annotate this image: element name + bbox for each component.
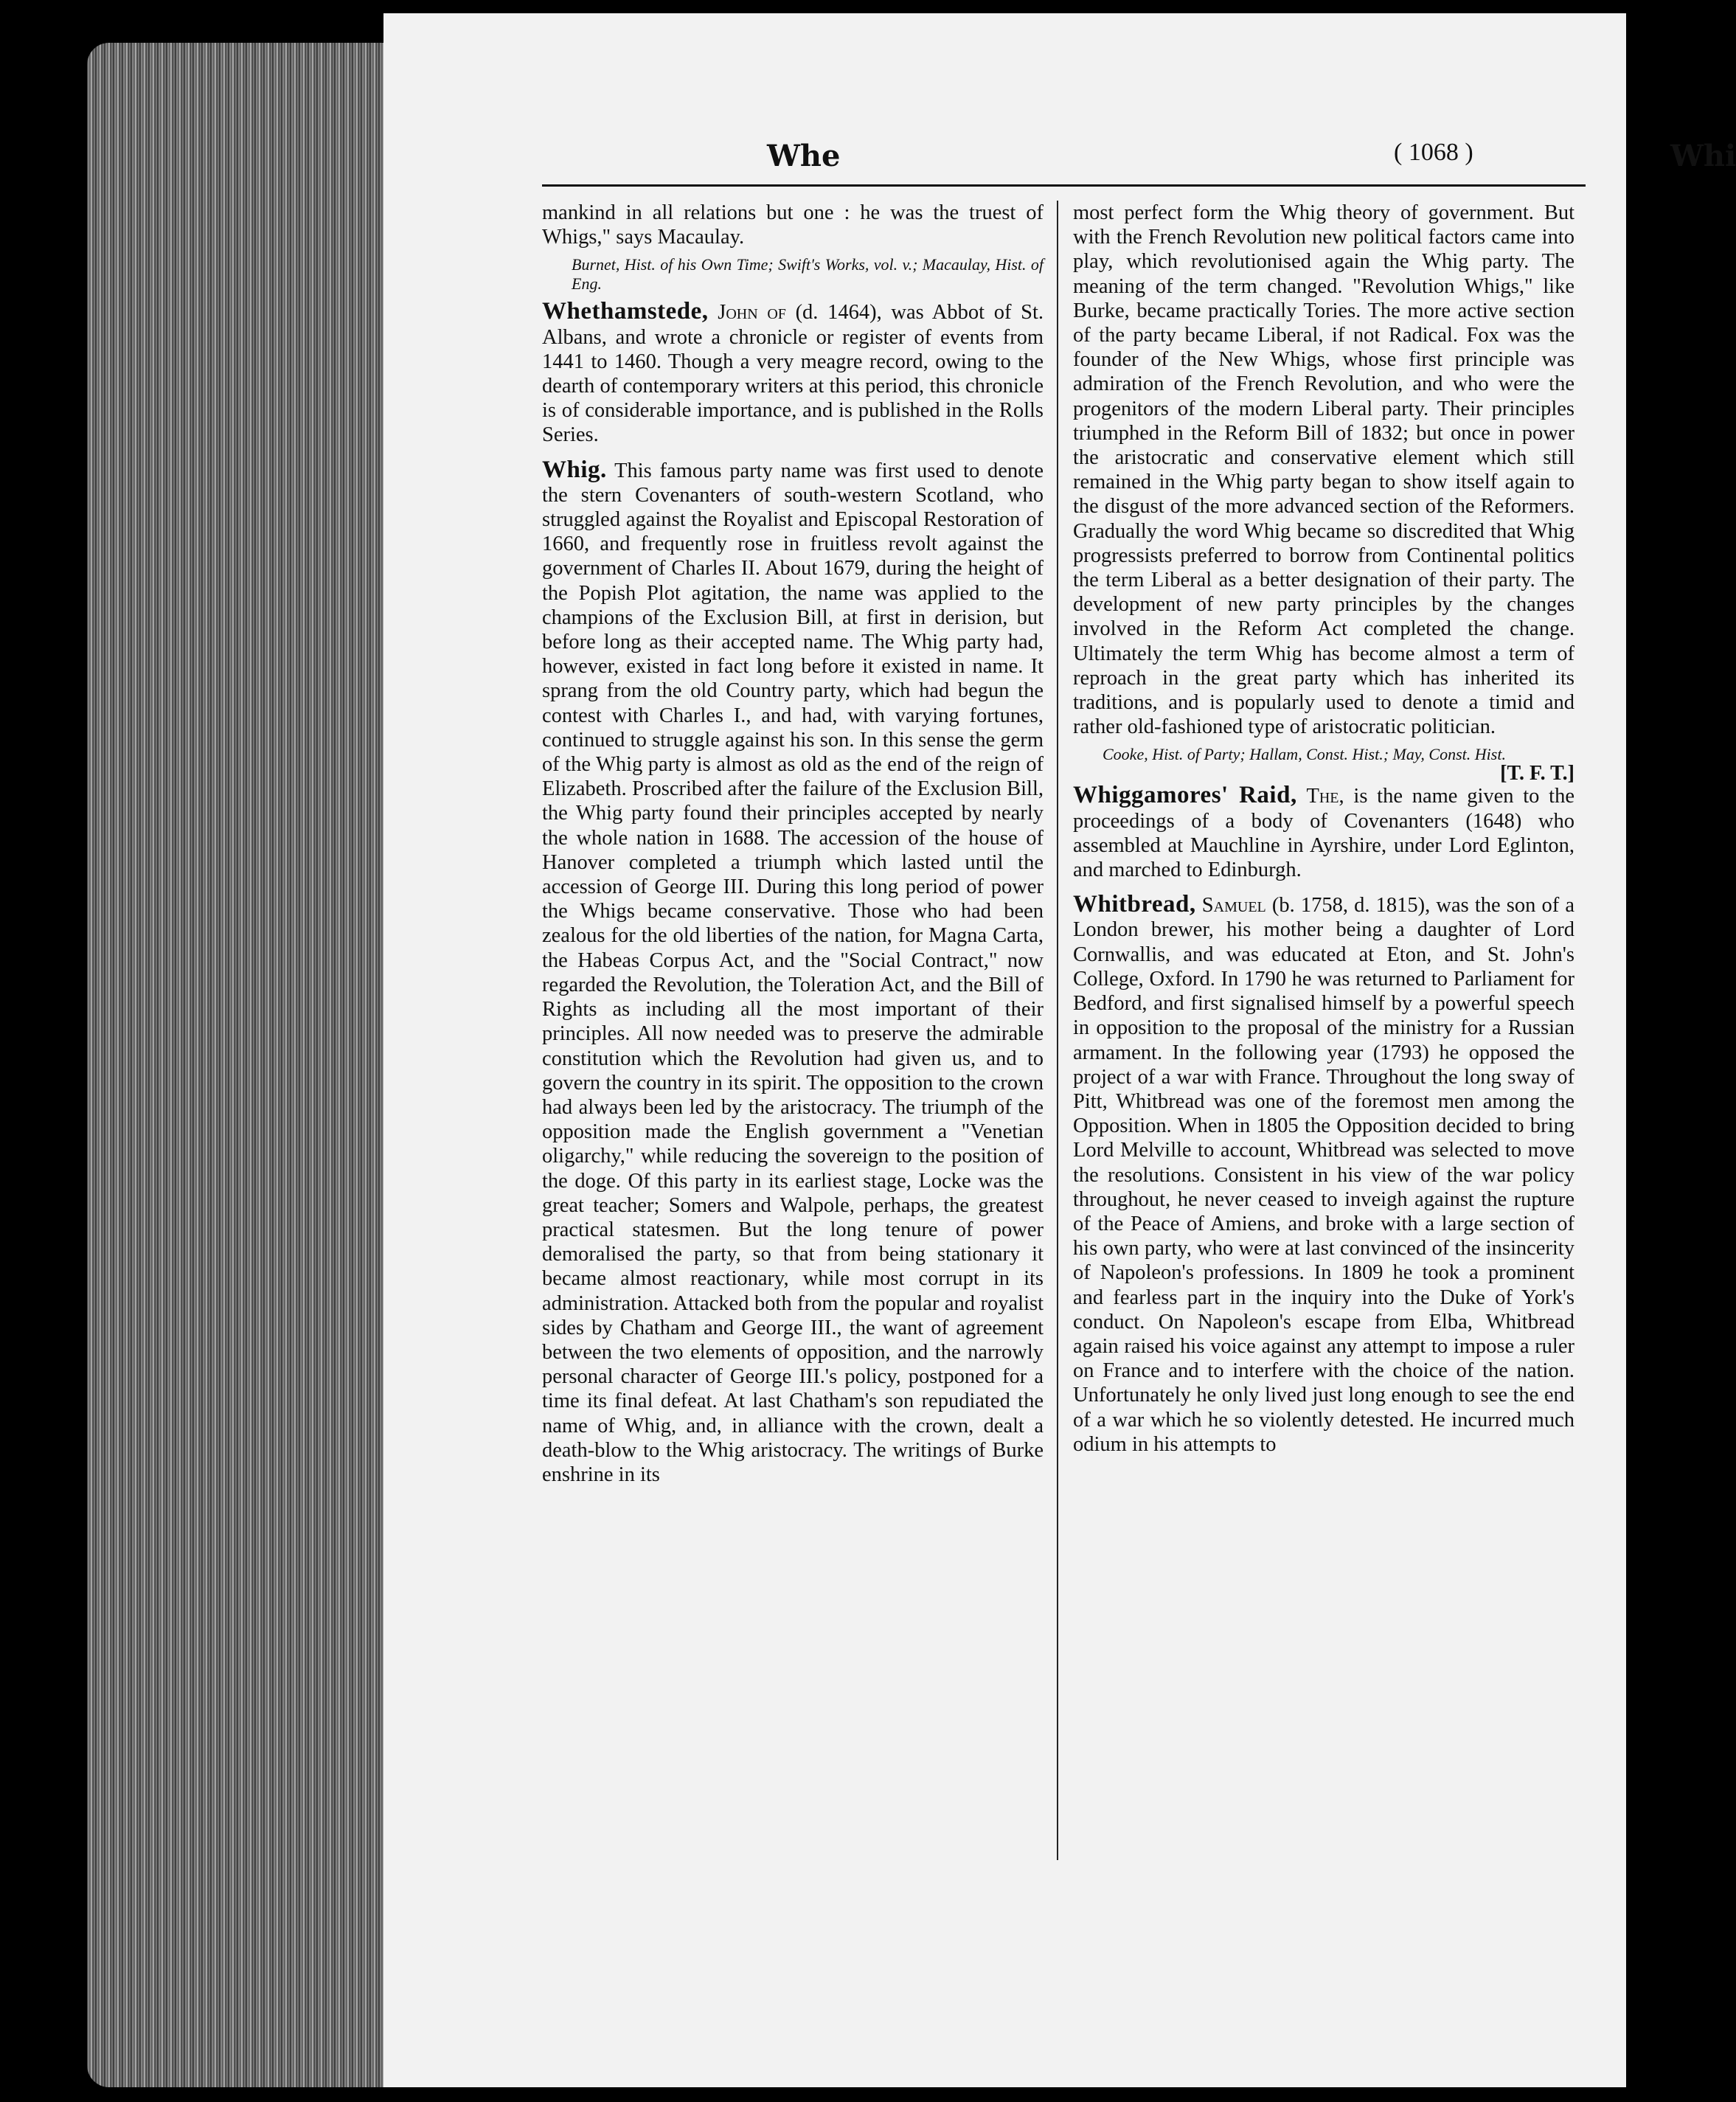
bibliography-text: Cooke, Hist. of Party; Hallam, Const. Hist.; May, Const. Hist. (1103, 745, 1506, 764)
entry-body: (b. 1758, d. 1815), was the son of a London brewer, his mother being a daughter of Lord Cornwallis, and was educated at Eton, and St. John's College, Oxford. In 1790 he was returned to Parliament for Bedford, and first signalised himself by a powerful speech in opposition to the proposal of the ministry for a Russian armament. In the following year (1793) he opposed the project of a war with France. Throughout the long sway of Pitt, Whitbread was one of the foremost men among the Opposition. When in 1805 the Opposition decided to bring Lord Melville to account, Whitbread was selected to move the resolutions. Consistent in his view of the war policy throughout, he never ceased to inveigh against the rupture of the Peace of Amiens, and broke with a large section of his own party, who were at last convinced of the insincerity of Napoleon's professions. In 1809 he took a prominent and fearless part in the inquiry into the Duke of York's conduct. On Napoleon's escape from Elba, Whitbread again raised his voice against any attempt to impose a ruler on France and to interfere with the choice of the nation. Unfortunately he only lived just long enough to see the end of a war which he so violently detested. He incurred much odium in his attempts to (1073, 894, 1574, 1456)
entry-body: This famous party name was first used to denote the stern Covenanters of south-western Scotland, who struggled against the Royalist and Episcopal Restoration of 1660, and frequently rose in fruitless revolt against the government of Charles II. About 1679, during the height of the Popish Plot agitation, the name was applied to the champions of the Exclusion Bill, at first in derision, but before long as their accepted name. The Whig party had, however, existed in fact long before it existed in name. It sprang from the old Country party, which had begun the contest with Charles I., and had, with varying fortunes, continued to struggle against his son. In this sense the germ of the Whig party is almost as old as the end of the reign of Elizabeth. Proscribed after the failure of the Exclusion Bill, the Whig party found their principles accepted by nearly the whole nation in 1688. The accession of the house of Hanover completed a triumph which lasted until the accession of George III. During this long period of power the Whigs became conservative. Those who had been zealous for the old liberties of the nation, for Magna Carta, the Habeas Corpus Act, and the "Social Contract," now regarded the Revolution, the Toleration Act, and the Bill of Rights as including all the most important of their principles. All now needed was to preserve the admirable constitution which the Revolution had given us, and to govern the country in its spirit. The opposition to the crown had always been led by the aristocracy. The triumph of the opposition made the English government a "Venetian oligarchy," while reducing the sovereign to the position of the doge. Of this party in its earliest stage, Locke was the great teacher; Somers and Walpole, perhaps, the greatest practical statesmen. But the long tenure of power demoralised the party, so that from being stationary it became almost reactionary, while most corrupt in its administration. Attacked both from the popular and royalist sides by Chatham and George III., the want of agreement between the two elements of opposition, and the narrowly personal character of George III.'s policy, postponed for a time its final defeat. At last Chatham's son repudiated the name of Whig, and, in alliance with the crown, dealt a death-blow to the Whig aristocracy. The writings of Burke enshrine in its (542, 459, 1044, 1486)
right-column (1073, 201, 1574, 1463)
bibliography (1073, 745, 1574, 785)
bibliography: Burnet, Hist. of his Own Time; Swift's Works, vol. v.; Macaulay, Hist. of Eng. (572, 255, 1044, 294)
headword: Whig. (542, 456, 607, 483)
headword: Whethamstede, (542, 298, 709, 325)
header-rule (542, 184, 1586, 187)
continued-paragraph: most perfect form the Whig theory of government. But with the French Revolution new political factors came into play, which revolutionised again the Whig party. The meaning of the term changed. "Revolution Whigs," like Burke, became practically Tories. The more active section of the party became Liberal, if not Radical. Fox was the founder of the New Whigs, whose first principle was admiration of the French Revolution, and who were the progenitors of the modern Liberal party. Their principles triumphed in the Reform Bill of 1832; but once in power the aristocratic and conservative element which still remained in the Whig party began to show itself again to the disgust of the more advanced section of the Reformers. Gradually the word Whig became so discredited that Whig progressists preferred to borrow from Continental politics the term Liberal as a better designation of their party. The development of new party principles by the changes involved in the Reform Act completed the change. Ultimately the term Whig has become almost a term of reproach in the great party which has inherited its traditions, and is popularly used to denote a timid and rather old-fashioned type of aristocratic politician. (1073, 201, 1574, 739)
entry-body: is the name given to the proceedings of a body of Covenanters (1648) who assembled at Mauchline in Ayrshire, under Lord Eglinton, and marched to Edinburgh. (1073, 785, 1574, 882)
book-page-edges (87, 43, 397, 2087)
running-head-left: Whe (767, 139, 841, 173)
running-head-right: Whi (1670, 139, 1736, 173)
continued-paragraph: mankind in all relations but one : he was the truest of Whigs," says Macaulay. (542, 201, 1044, 249)
entry-body: (d. 1464), was Abbot of St. Albans, and wrote a chronicle or register of events from 1441 to 1460. Though a very meagre record, owing to the dearth of contemporary writers at this period, this chronicle is of considerable importance, and is published in the Rolls Series. (542, 301, 1044, 447)
headword: Whiggamores' Raid, (1073, 782, 1297, 809)
column-divider (1057, 201, 1058, 1860)
entry-name: John of (718, 301, 786, 325)
headword: Whitbread, (1073, 891, 1196, 918)
entry-name: The, (1306, 785, 1344, 808)
entry-whitbread (1073, 892, 1574, 1457)
page-number: ( 1068 ) (1394, 139, 1473, 166)
entry-whiggamores-raid (1073, 783, 1574, 882)
left-column (542, 201, 1044, 1493)
entry-whig (542, 458, 1044, 1488)
entry-whethamstede (542, 299, 1044, 447)
entry-name: Samuel (1201, 894, 1266, 918)
author-signature: [T. F. T.] (1500, 762, 1574, 785)
running-head (383, 139, 1736, 198)
